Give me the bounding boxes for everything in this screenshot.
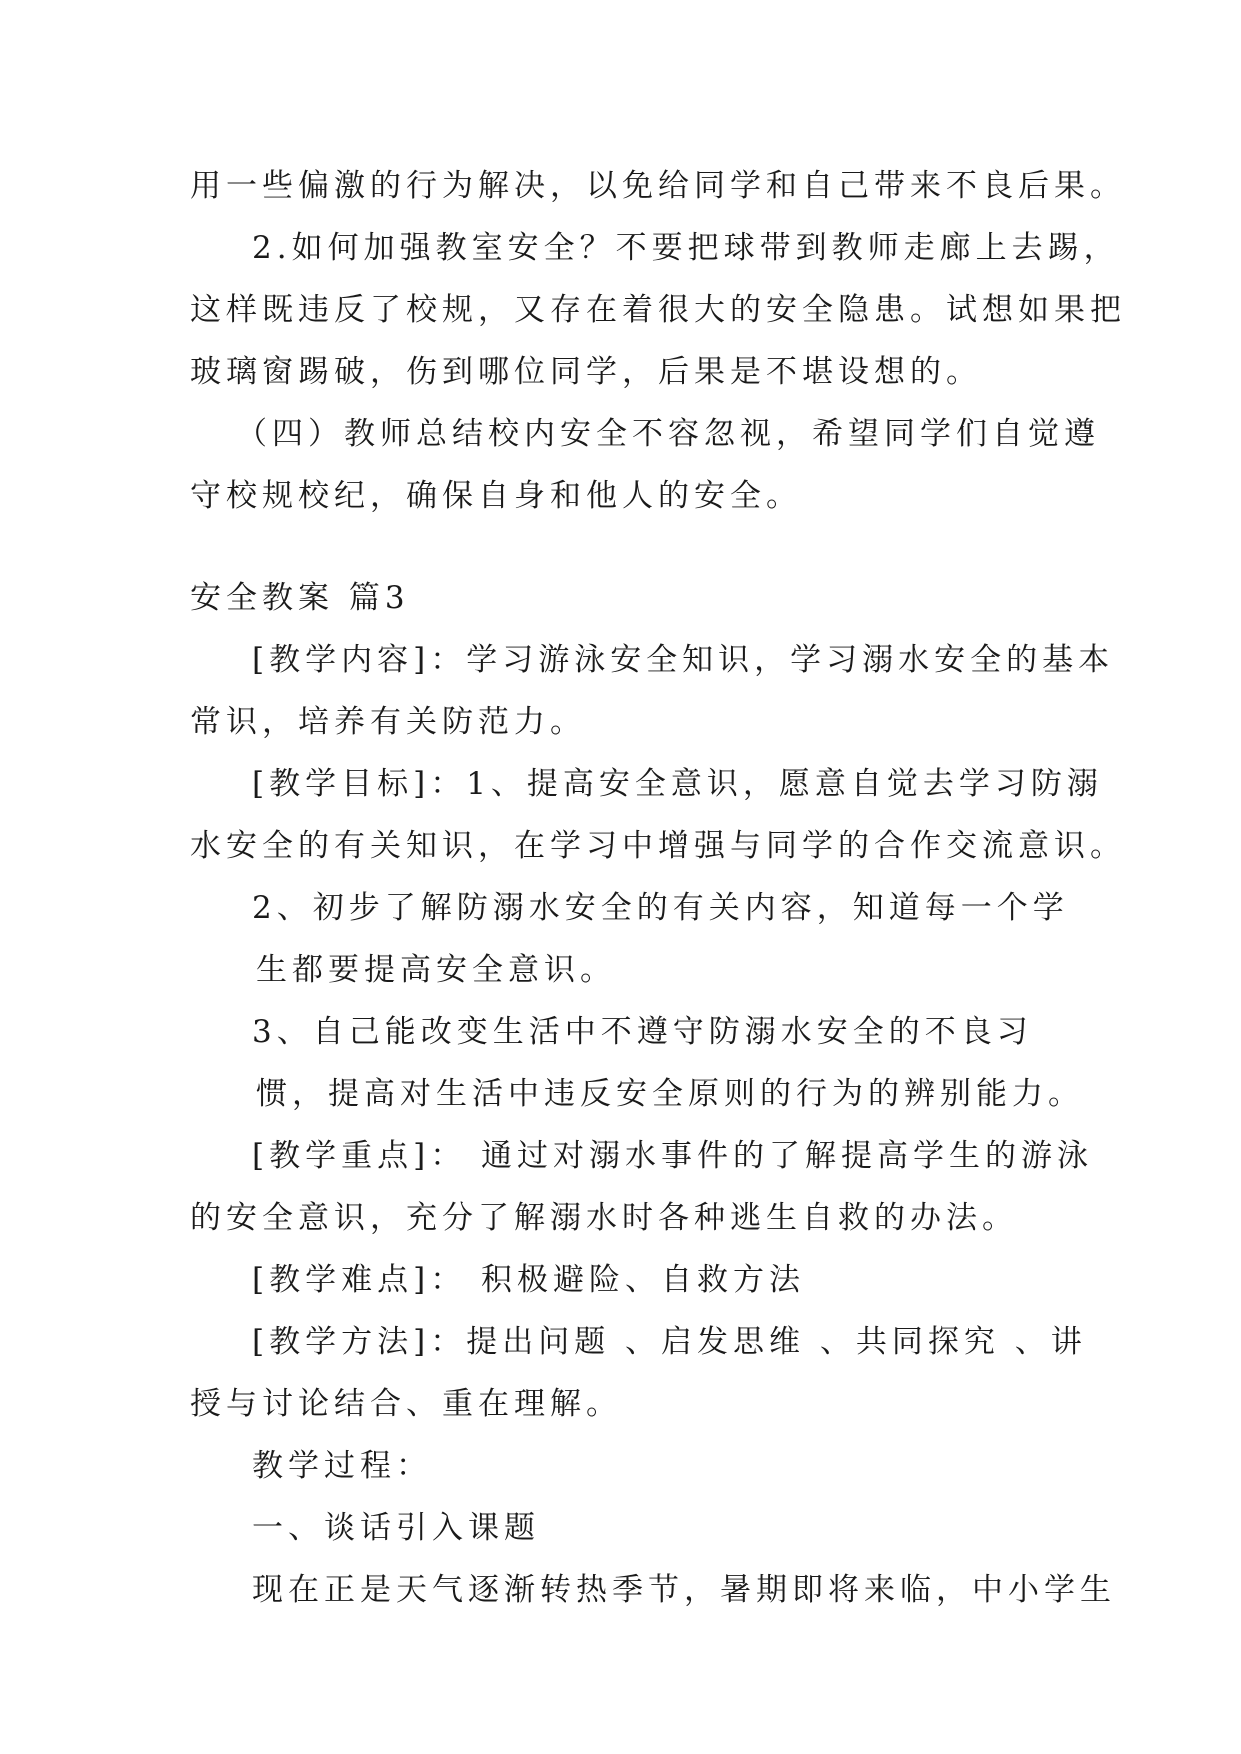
paragraph-line: 惯，提高对生活中违反安全原则的行为的辨别能力。 (256, 1076, 1084, 1112)
section-heading: 安全教案 篇3 (190, 580, 410, 616)
paragraph-line: [教学内容]：学习游泳安全知识，学习溺水安全的基本 (252, 642, 1115, 678)
paragraph-line: 2.如何加强教室安全？不要把球带到教师走廊上去踢， (252, 230, 1120, 266)
paragraph-line: [教学方法]：提出问题 、启发思维 、共同探究 、讲 (252, 1324, 1087, 1360)
paragraph-line: [教学重点]： 通过对溺水事件的了解提高学生的游泳 (252, 1138, 1094, 1174)
paragraph-line: 常识，培养有关防范力。 (190, 704, 586, 740)
paragraph-line: 玻璃窗踢破，伤到哪位同学，后果是不堪设想的。 (190, 354, 982, 390)
paragraph-line: 3、自己能改变生活中不遵守防溺水安全的不良习 (252, 1014, 1033, 1050)
paragraph-line: [教学难点]： 积极避险、自救方法 (252, 1262, 806, 1298)
paragraph-line: 一、谈话引入课题 (252, 1510, 540, 1546)
paragraph-line: 现在正是天气逐渐转热季节，暑期即将来临，中小学生 (252, 1572, 1116, 1608)
paragraph-line: 2、初步了解防溺水安全的有关内容，知道每一个学 (252, 890, 1069, 926)
paragraph-line: [教学目标]：1、提高安全意识，愿意自觉去学习防溺 (252, 766, 1103, 802)
paragraph-line: 授与讨论结合、重在理解。 (190, 1386, 622, 1422)
paragraph-line: 的安全意识，充分了解溺水时各种逃生自救的办法。 (190, 1200, 1018, 1236)
paragraph-line: 用一些偏激的行为解决，以免给同学和自己带来不良后果。 (190, 168, 1126, 204)
paragraph-line: 生都要提高安全意识。 (256, 952, 616, 988)
paragraph-line: 守校规校纪，确保自身和他人的安全。 (190, 478, 802, 514)
paragraph-line: 教学过程： (252, 1448, 432, 1484)
paragraph-line: （四）教师总结校内安全不容忽视，希望同学们自觉遵 (236, 416, 1100, 452)
paragraph-line: 这样既违反了校规，又存在着很大的安全隐患。试想如果把 (190, 292, 1126, 328)
paragraph-line: 水安全的有关知识，在学习中增强与同学的合作交流意识。 (190, 828, 1126, 864)
